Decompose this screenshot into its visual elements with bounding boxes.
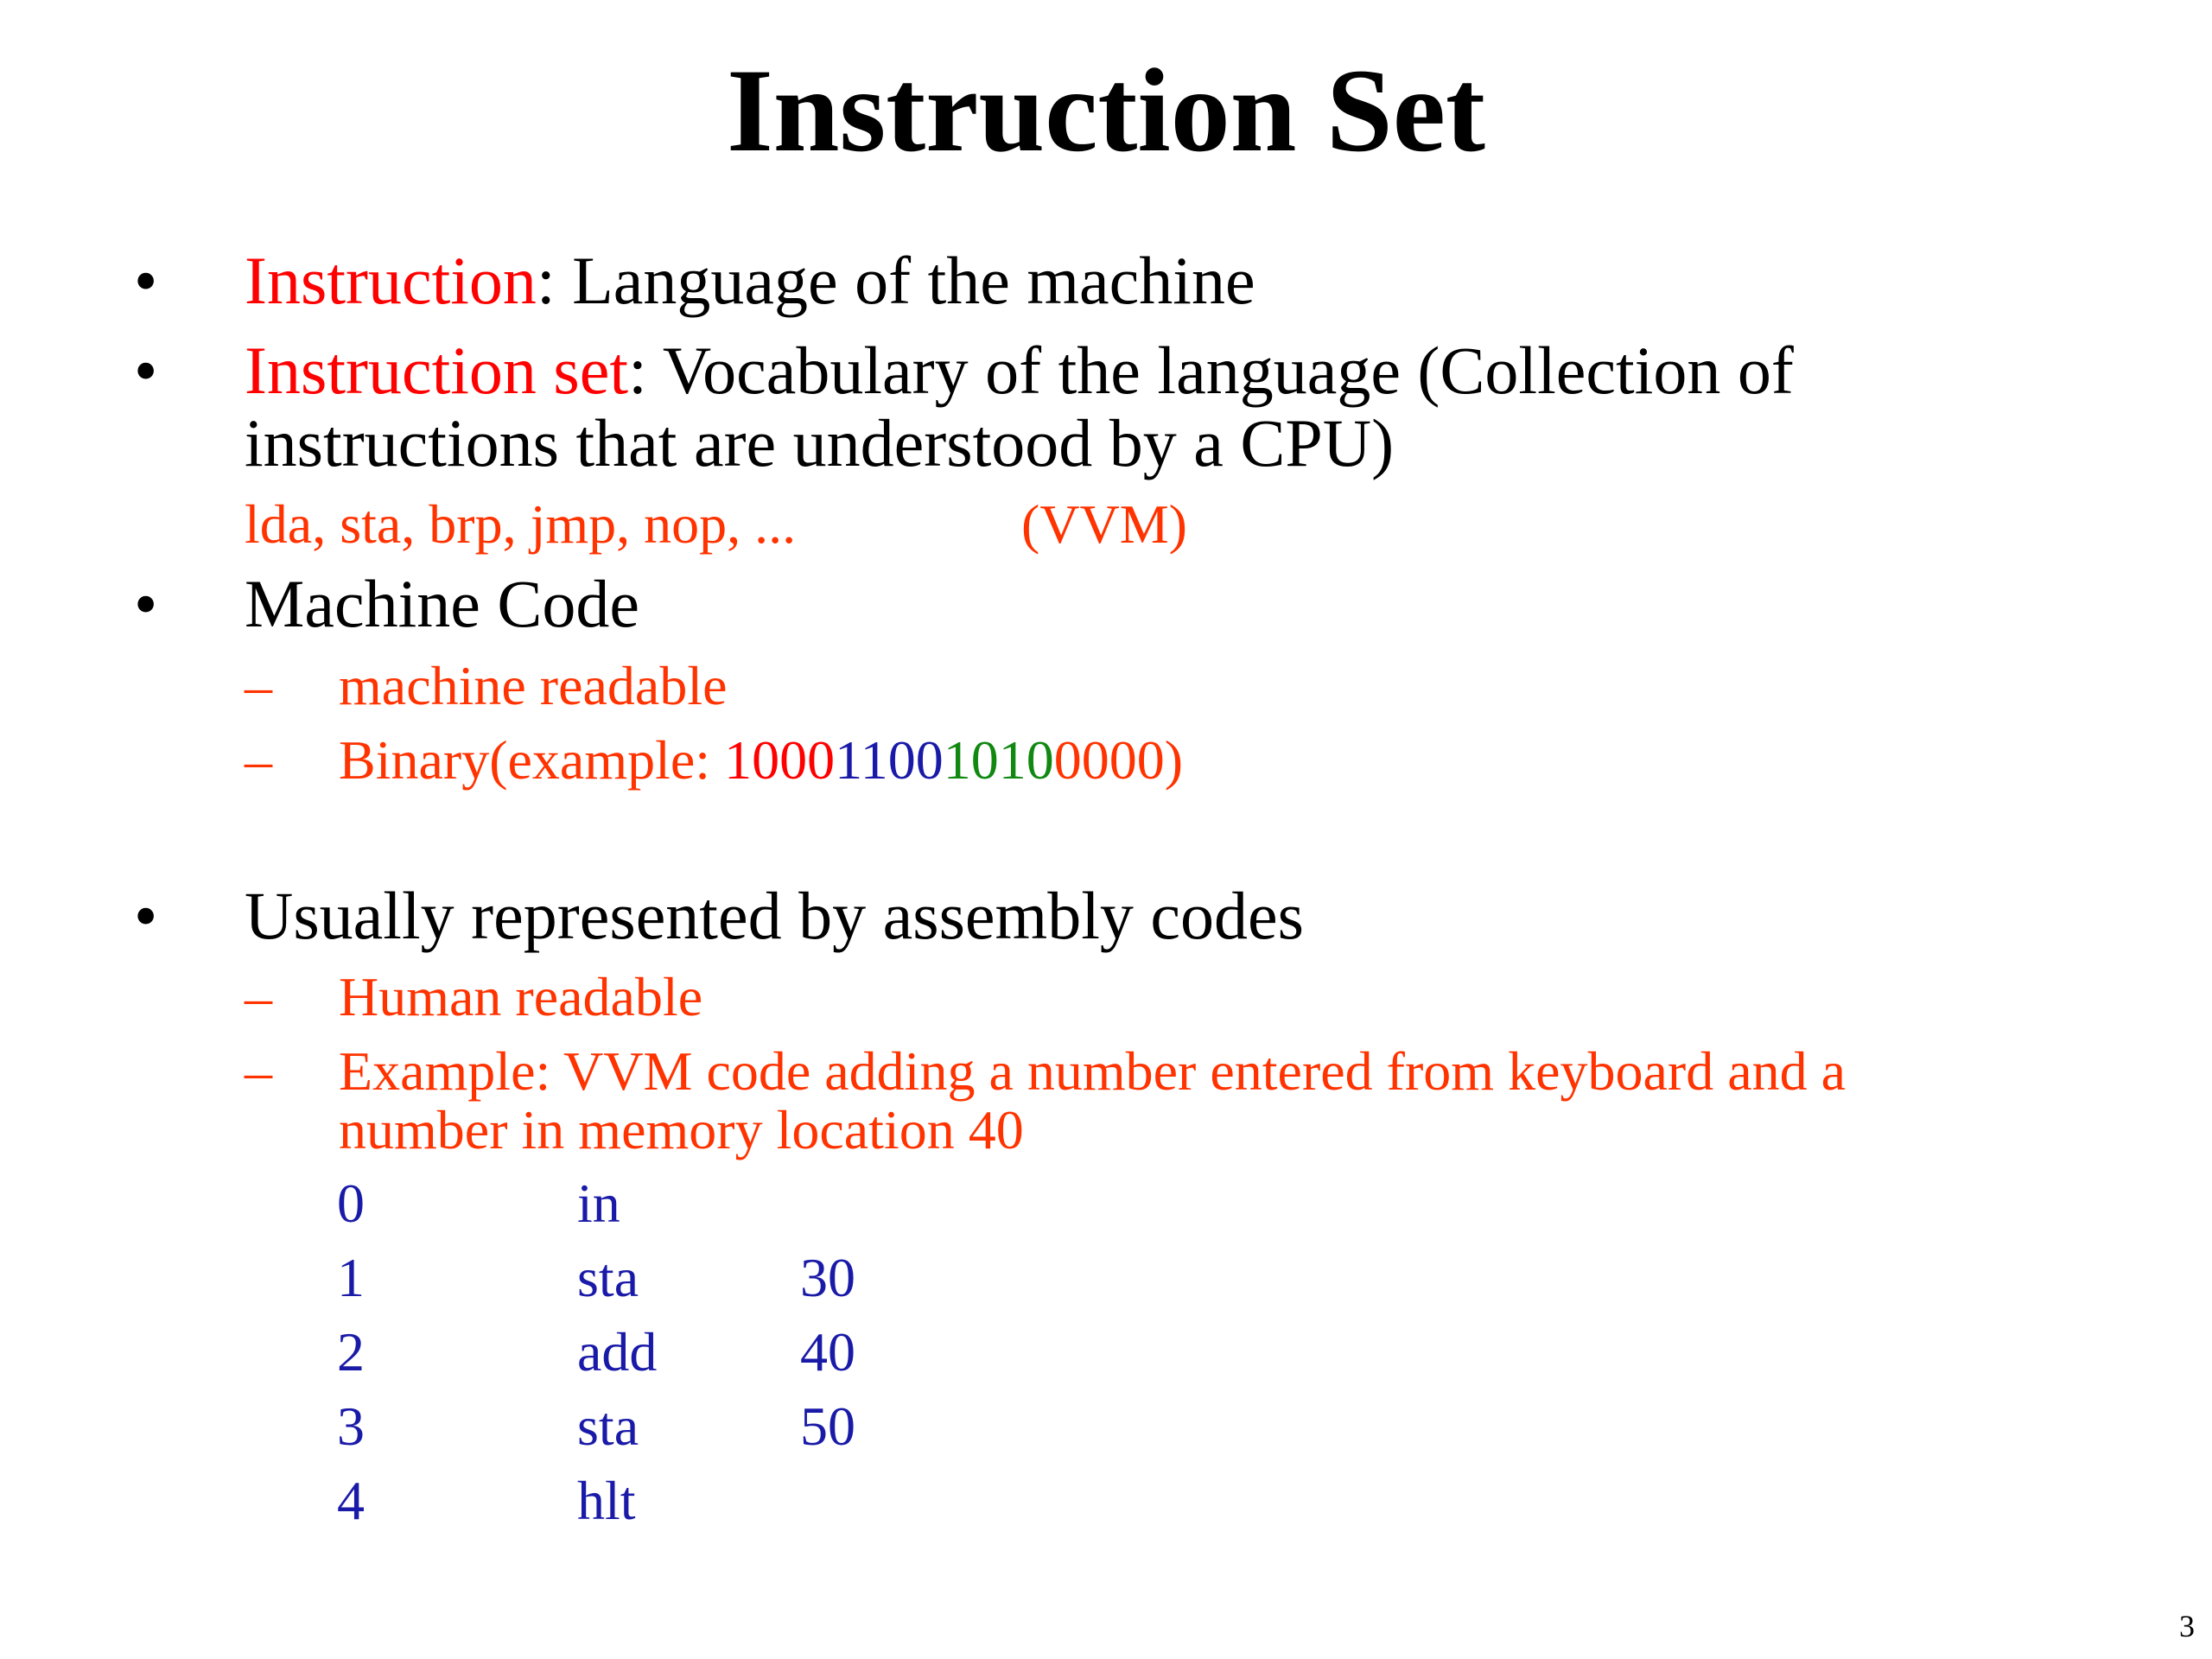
bullet-marker: • xyxy=(134,333,158,408)
code-opcode: add xyxy=(577,1321,658,1382)
dash-marker: – xyxy=(245,655,272,716)
machine-readable: machine readable xyxy=(339,655,728,716)
binary-example xyxy=(339,730,1183,791)
slide-title: Instruction Set xyxy=(727,44,1485,176)
binary-segment-4: 0000 xyxy=(1053,729,1165,791)
bullet-assembly-codes: Usually represented by assembly codes xyxy=(245,878,1304,953)
code-address: 3 xyxy=(337,1395,365,1457)
bullet-machine-code: Machine Code xyxy=(245,566,640,641)
term-instruction: Instruction xyxy=(245,243,537,318)
dash-marker: – xyxy=(245,729,272,791)
binary-suffix: ) xyxy=(1164,729,1183,791)
code-opcode: in xyxy=(577,1173,620,1234)
binary-segment-1: 1000 xyxy=(724,729,836,791)
code-address: 2 xyxy=(337,1321,365,1382)
bullet-instruction xyxy=(245,244,1255,318)
page-number: 3 xyxy=(2179,1609,2195,1643)
code-address: 0 xyxy=(337,1173,365,1234)
binary-segment-3: 1010 xyxy=(943,729,1054,791)
bullet-marker: • xyxy=(134,566,158,641)
dash-marker: – xyxy=(245,1040,272,1102)
bullet-instruction-set xyxy=(245,334,1794,408)
bullet-marker: • xyxy=(134,878,158,953)
definition-instruction: : Language of the machine xyxy=(536,243,1255,318)
code-address: 1 xyxy=(337,1247,365,1308)
code-opcode: sta xyxy=(577,1247,639,1308)
bullet-marker: • xyxy=(134,243,158,318)
code-operand: 50 xyxy=(800,1395,855,1457)
code-opcode: hlt xyxy=(577,1470,636,1531)
term-instruction-set: Instruction set xyxy=(245,333,629,408)
code-operand: 30 xyxy=(800,1247,855,1308)
binary-prefix: Binary(example: xyxy=(339,729,725,791)
definition-instruction-set: : Vocabulary of the language (Collection of xyxy=(628,333,1794,408)
mnemonic-examples: lda, sta, brp, jmp, nop, ... xyxy=(245,493,797,555)
binary-segment-2: 1100 xyxy=(835,729,944,791)
code-operand: 40 xyxy=(800,1321,855,1382)
vvm-example-line2: number in memory location 40 xyxy=(339,1099,1024,1160)
definition-instruction-set-line2: instructions that are understood by a CPU) xyxy=(245,405,1395,480)
code-address: 4 xyxy=(337,1470,365,1531)
code-opcode: sta xyxy=(577,1395,639,1457)
vvm-example-line1: Example: VVM code adding a number entered from keyboard and a xyxy=(339,1040,1846,1102)
human-readable: Human readable xyxy=(339,966,703,1027)
dash-marker: – xyxy=(245,966,272,1027)
vvm-label: (VVM) xyxy=(1021,493,1187,555)
